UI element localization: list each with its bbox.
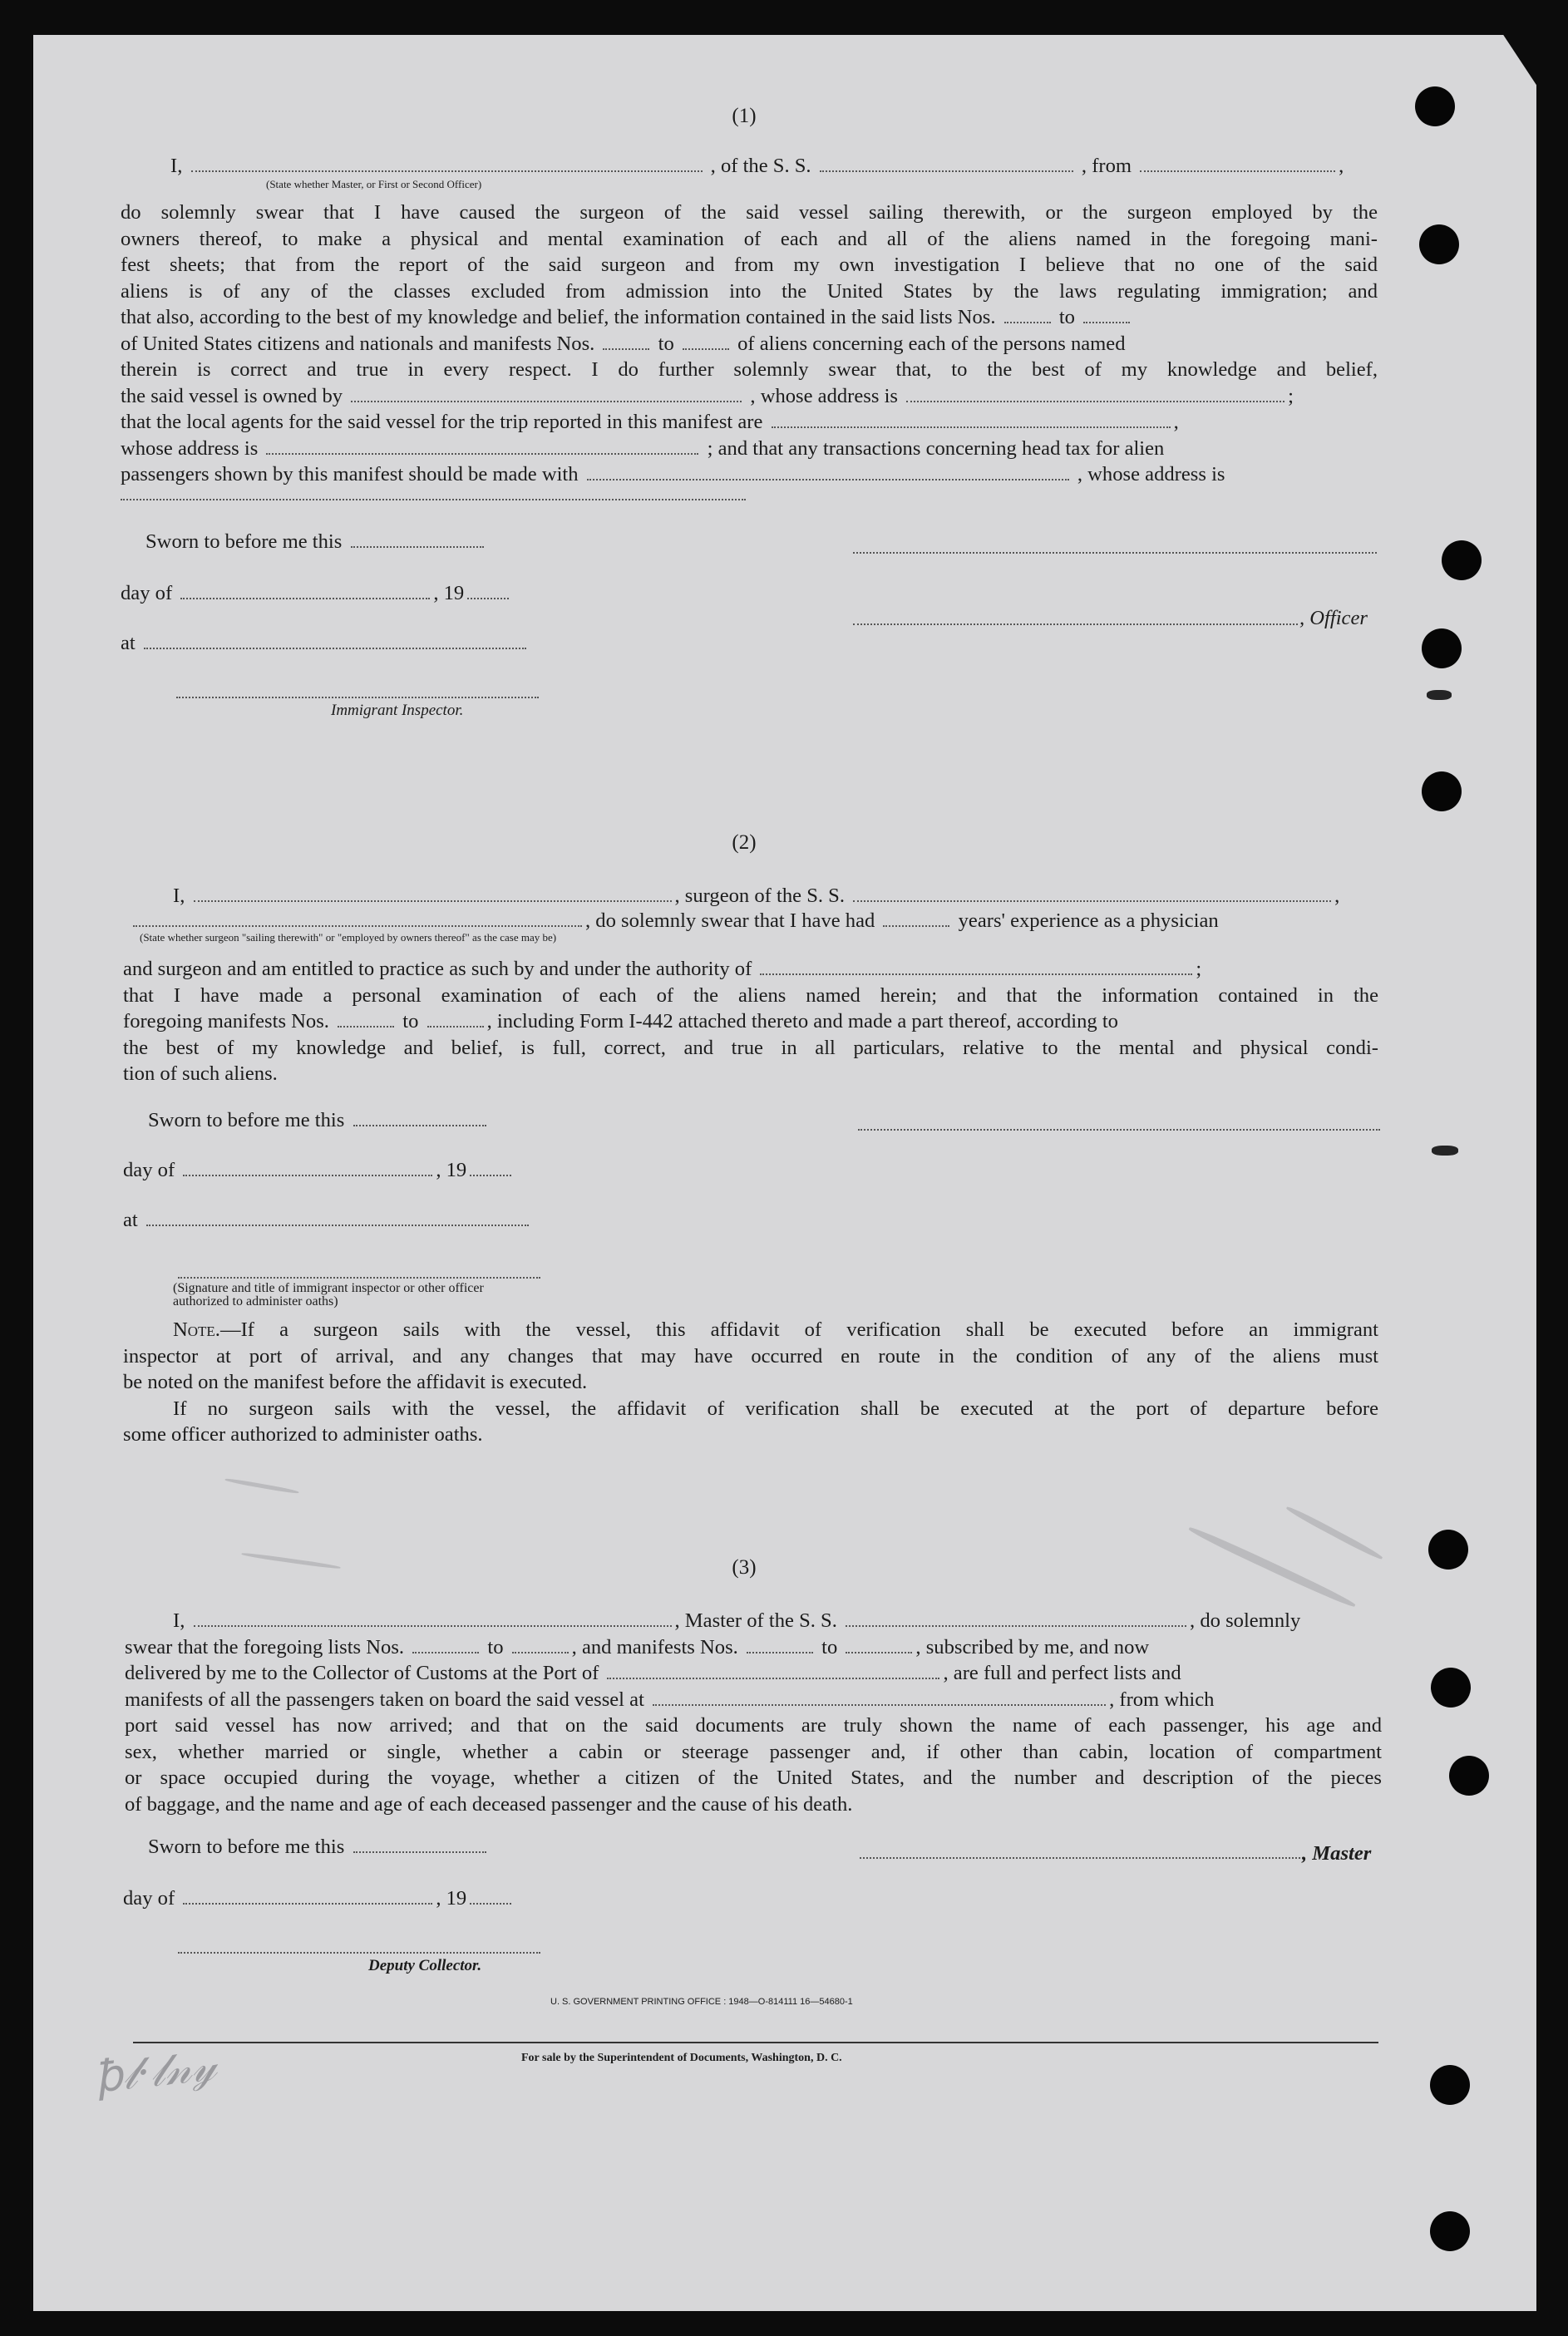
owner-line: the said vessel is owned by , whose address is ; bbox=[121, 384, 1294, 407]
manifests-all-line bbox=[125, 1687, 1382, 1713]
authority-line: and surgeon and am entitled to practice as such by and under the authority of ; bbox=[123, 958, 1202, 980]
body-line: that I have made a personal examination of each of the aliens named herein; and that the information contained in the bbox=[123, 983, 1378, 1007]
agents-field[interactable] bbox=[772, 413, 1171, 428]
sworn-text: Sworn to before me this bbox=[148, 1109, 345, 1131]
owner-address-field[interactable] bbox=[906, 387, 1284, 402]
section-2-body bbox=[123, 956, 1378, 1087]
day-of-text: day of bbox=[121, 582, 173, 604]
address-text: whose address is bbox=[121, 436, 259, 460]
section-2-first-line: I, , surgeon of the S. S. , bbox=[173, 885, 1340, 907]
lists-to-field[interactable] bbox=[512, 1639, 569, 1653]
note-line: some officer authorized to administer oaths. bbox=[123, 1423, 483, 1446]
solemnly-text: , do solemnly bbox=[1190, 1609, 1301, 1632]
day-of-line-3 bbox=[123, 1885, 515, 1912]
signature-caption: (Signature and title of immigrant inspector or other officer authorized to administer oaths) bbox=[173, 1281, 484, 1308]
punch-hole bbox=[1431, 1668, 1471, 1708]
body-line: of baggage, and the name and age of each deceased passenger and the cause of his death. bbox=[125, 1792, 853, 1816]
years-field[interactable] bbox=[883, 912, 949, 927]
manifests-text: foregoing manifests Nos. bbox=[123, 1010, 329, 1032]
day-of-line-2 bbox=[123, 1157, 515, 1184]
day-field[interactable] bbox=[180, 584, 430, 599]
section-1-heading: (1) bbox=[732, 105, 757, 127]
master-label: , Master bbox=[1302, 1842, 1372, 1865]
vessel-name-field[interactable] bbox=[846, 1612, 1186, 1627]
solemnly-text: , do solemnly swear that I have had bbox=[585, 909, 875, 932]
place-field[interactable] bbox=[146, 1211, 529, 1226]
year-field[interactable] bbox=[470, 1890, 511, 1905]
subscribed-text: , subscribed by me, and now bbox=[915, 1635, 1150, 1658]
surgeon-signature-field[interactable] bbox=[858, 1129, 1380, 1131]
manifest-to-field[interactable] bbox=[683, 335, 729, 350]
hole-smudge bbox=[1432, 1146, 1458, 1156]
body-line: therein is correct and true in every respect. I do further solemnly swear that, to the best of my knowledge and belief, bbox=[121, 358, 1378, 381]
body-line: port said vessel has now arrived; and that on the said documents are truly shown the name of each passenger, his age and bbox=[125, 1714, 1382, 1737]
passengers-text: passengers shown by this manifest should be made with bbox=[121, 463, 579, 485]
body-line: tion of such aliens. bbox=[123, 1062, 278, 1085]
officer-title-field[interactable] bbox=[853, 623, 1298, 625]
citizens-text: of United States citizens and nationals and manifests Nos. bbox=[121, 332, 595, 355]
at-text: at bbox=[123, 1209, 138, 1231]
margin-signature-scribble: ꝥ𝓁·𝓁𝓃𝓎 bbox=[92, 2040, 219, 2103]
day-of-line-1 bbox=[121, 580, 512, 607]
officer-name-field[interactable] bbox=[191, 157, 703, 172]
from-which-text: , from which bbox=[1109, 1688, 1215, 1711]
lists-from-field[interactable] bbox=[412, 1639, 479, 1653]
surgeon-status-field[interactable] bbox=[133, 912, 582, 927]
year-prefix: , 19 bbox=[436, 1159, 467, 1181]
year-field[interactable] bbox=[467, 584, 509, 599]
at-line-2 bbox=[123, 1207, 532, 1234]
master-of-text: , Master of the S. S. bbox=[674, 1609, 837, 1632]
sworn-date-field[interactable] bbox=[353, 1111, 486, 1126]
sworn-date-field[interactable] bbox=[351, 533, 484, 548]
form-text: , including Form I-442 attached thereto and made a part thereof, according to bbox=[486, 1010, 1118, 1032]
note-paragraph bbox=[123, 1317, 1378, 1448]
authorized-officer-signature-field[interactable] bbox=[178, 1277, 540, 1279]
lists-text: swear that the foregoing lists Nos. bbox=[125, 1635, 405, 1658]
label-i: I, bbox=[173, 1609, 185, 1632]
immigrant-inspector-caption: Immigrant Inspector. bbox=[331, 702, 464, 719]
at-text: at bbox=[121, 632, 136, 654]
deputy-signature-field[interactable] bbox=[178, 1952, 540, 1954]
note-line bbox=[123, 1317, 1378, 1343]
officer-label: , Officer bbox=[1299, 607, 1368, 629]
punch-hole bbox=[1422, 628, 1462, 668]
head-tax-line bbox=[121, 436, 1378, 462]
section-3-body bbox=[125, 1608, 1382, 1817]
punch-hole bbox=[1430, 2211, 1470, 2251]
for-sale-notice: For sale by the Superintendent of Documents, Washington, D. C. bbox=[521, 2052, 842, 2064]
head-tax-text: ; and that any transactions concerning head tax for alien bbox=[707, 436, 1165, 460]
day-of-text: day of bbox=[123, 1159, 175, 1181]
manifest-to-field[interactable] bbox=[846, 1639, 912, 1653]
punch-hole bbox=[1430, 2065, 1470, 2105]
punch-hole bbox=[1449, 1756, 1489, 1796]
punch-hole bbox=[1442, 540, 1482, 580]
master-signature-field[interactable] bbox=[860, 1857, 1300, 1859]
surgeon-name-field[interactable] bbox=[194, 887, 672, 902]
day-field[interactable] bbox=[183, 1161, 432, 1176]
sworn-line-1 bbox=[145, 529, 487, 555]
surgeon-status-note: (State whether surgeon "sailing therewith" or "employed by owners thereof" as the case may be) bbox=[140, 931, 557, 944]
master-name-field[interactable] bbox=[194, 1612, 672, 1627]
address-continuation-field[interactable] bbox=[121, 499, 746, 500]
manifests-text: , and manifests Nos. bbox=[571, 1635, 738, 1658]
agents-text: that the local agents for the said vessel for the trip reported in this manifest are bbox=[121, 411, 763, 433]
manifest-to-field[interactable] bbox=[427, 1013, 484, 1028]
address-text: , whose address is bbox=[1077, 463, 1225, 485]
punch-hole bbox=[1419, 224, 1459, 264]
manifest-from-field[interactable] bbox=[747, 1639, 813, 1653]
at-line-1 bbox=[121, 630, 530, 657]
day-of-text: day of bbox=[123, 1887, 175, 1910]
transactions-field[interactable] bbox=[587, 466, 1069, 481]
full-perfect-text: , are full and perfect lists and bbox=[943, 1662, 1181, 1684]
officer-rank-note: (State whether Master, or First or Second Officer) bbox=[266, 178, 482, 190]
label-i: I, bbox=[170, 155, 183, 177]
delivered-text: delivered by me to the Collector of Customs at the Port of bbox=[125, 1662, 599, 1684]
printing-office-imprint: U. S. GOVERNMENT PRINTING OFFICE : 1948—O-814111 16—54680-1 bbox=[550, 1997, 853, 2007]
owned-by-text: the said vessel is owned by bbox=[121, 384, 343, 407]
officer-signature-field[interactable] bbox=[853, 552, 1377, 554]
lists-line bbox=[125, 1634, 1382, 1661]
footer-rule bbox=[133, 2042, 1378, 2043]
section-1-first-line: I, , of the S. S. , from , bbox=[170, 155, 1344, 177]
lists-line bbox=[121, 304, 1378, 331]
body-line: the best of my knowledge and belief, is full, correct, and true in all particulars, relative to the mental and physical condi- bbox=[123, 1036, 1378, 1059]
note-line: inspector at port of arrival, and any changes that may have occurred en route in the condition of any of the aliens must bbox=[123, 1344, 1378, 1368]
year-prefix: , 19 bbox=[433, 582, 465, 604]
boarding-port-field[interactable] bbox=[653, 1691, 1106, 1706]
sworn-text: Sworn to before me this bbox=[145, 530, 343, 553]
authority-text: and surgeon and am entitled to practice as such by and under the authority of bbox=[123, 958, 752, 980]
to-text: to bbox=[658, 332, 674, 355]
passengers-line bbox=[121, 461, 1378, 488]
master-line bbox=[125, 1608, 1382, 1634]
lists-text: that also, according to the best of my knowledge and belief, the information contained in the said lists Nos. bbox=[121, 306, 996, 328]
note-label: Note. bbox=[173, 1318, 220, 1341]
year-prefix: , 19 bbox=[436, 1887, 467, 1910]
deputy-collector-caption: Deputy Collector. bbox=[368, 1957, 482, 1974]
day-field[interactable] bbox=[183, 1890, 432, 1905]
citizens-line bbox=[121, 331, 1378, 357]
section-3-heading: (3) bbox=[732, 1556, 757, 1579]
to-text: to bbox=[402, 1010, 419, 1032]
lists-from-field[interactable] bbox=[1004, 308, 1051, 323]
address-text: , whose address is bbox=[750, 384, 898, 407]
owner-field[interactable] bbox=[351, 387, 742, 402]
section-1-body bbox=[121, 200, 1378, 488]
label-from: , from bbox=[1081, 155, 1132, 177]
vessel-name-field[interactable] bbox=[820, 157, 1073, 172]
to-text: to bbox=[487, 1635, 504, 1658]
delivered-line bbox=[125, 1660, 1382, 1687]
hole-smudge bbox=[1427, 690, 1452, 700]
agents-line: that the local agents for the said vessel for the trip reported in this manifest are , bbox=[121, 411, 1179, 433]
agents-address-field[interactable] bbox=[266, 440, 698, 455]
manifests-line bbox=[123, 1008, 1378, 1035]
manifest-from-field[interactable] bbox=[338, 1013, 394, 1028]
sworn-line-3 bbox=[148, 1834, 490, 1860]
to-text: to bbox=[1058, 306, 1075, 328]
body-line: or space occupied during the voyage, whether a citizen of the United States, and the number and description of the pieces bbox=[125, 1767, 1382, 1789]
years-text: years' experience as a physician bbox=[958, 909, 1219, 932]
departure-port-field[interactable] bbox=[1140, 157, 1335, 172]
label-of-ss: , of the S. S. bbox=[710, 155, 811, 177]
label-i: I, bbox=[173, 885, 185, 907]
section-2-second-line bbox=[130, 908, 1219, 934]
sworn-text: Sworn to before me this bbox=[148, 1836, 345, 1858]
lists-to-field[interactable] bbox=[1083, 308, 1130, 323]
to-text: to bbox=[821, 1635, 838, 1658]
year-field[interactable] bbox=[470, 1161, 511, 1176]
punch-hole bbox=[1422, 771, 1462, 811]
place-field[interactable] bbox=[144, 634, 526, 649]
body-line: fest sheets; that from the report of the said surgeon and from my own investigation I believe that no one of the said bbox=[121, 254, 1378, 276]
authority-field[interactable] bbox=[760, 960, 1192, 975]
body-line: sex, whether married or single, whether a cabin or steerage passenger and, if other than cabin, location of compartment bbox=[125, 1740, 1382, 1763]
note-line: If no surgeon sails with the vessel, the affidavit of verification shall be executed at the port of departure before bbox=[173, 1397, 1378, 1420]
sworn-date-field[interactable] bbox=[353, 1838, 486, 1853]
sworn-line-2 bbox=[148, 1107, 490, 1134]
note-text: —If a surgeon sails with the vessel, this affidavit of verification shall be executed before an immigrant bbox=[219, 1318, 1378, 1341]
section-2-heading: (2) bbox=[732, 831, 757, 854]
manifest-from-field[interactable] bbox=[603, 335, 649, 350]
note-line: be noted on the manifest before the affidavit is executed. bbox=[123, 1371, 588, 1393]
port-field[interactable] bbox=[607, 1664, 939, 1679]
inspector-signature-field[interactable] bbox=[176, 697, 539, 698]
surgeon-of-text: , surgeon of the S. S. bbox=[674, 885, 845, 907]
body-line: do solemnly swear that I have caused the surgeon of the said vessel sailing therewith, or the surgeon employed by the bbox=[121, 201, 1378, 224]
body-line: owners thereof, to make a physical and mental examination of each and all of the aliens named in the foregoing mani- bbox=[121, 227, 1378, 250]
manifests-all-text: manifests of all the passengers taken on board the said vessel at bbox=[125, 1688, 644, 1711]
vessel-name-field[interactable] bbox=[853, 887, 1331, 902]
aliens-text: of aliens concerning each of the persons named bbox=[737, 332, 1126, 355]
body-line: aliens is of any of the classes excluded from admission into the United States by the laws regulating immigration; and bbox=[121, 279, 1378, 303]
